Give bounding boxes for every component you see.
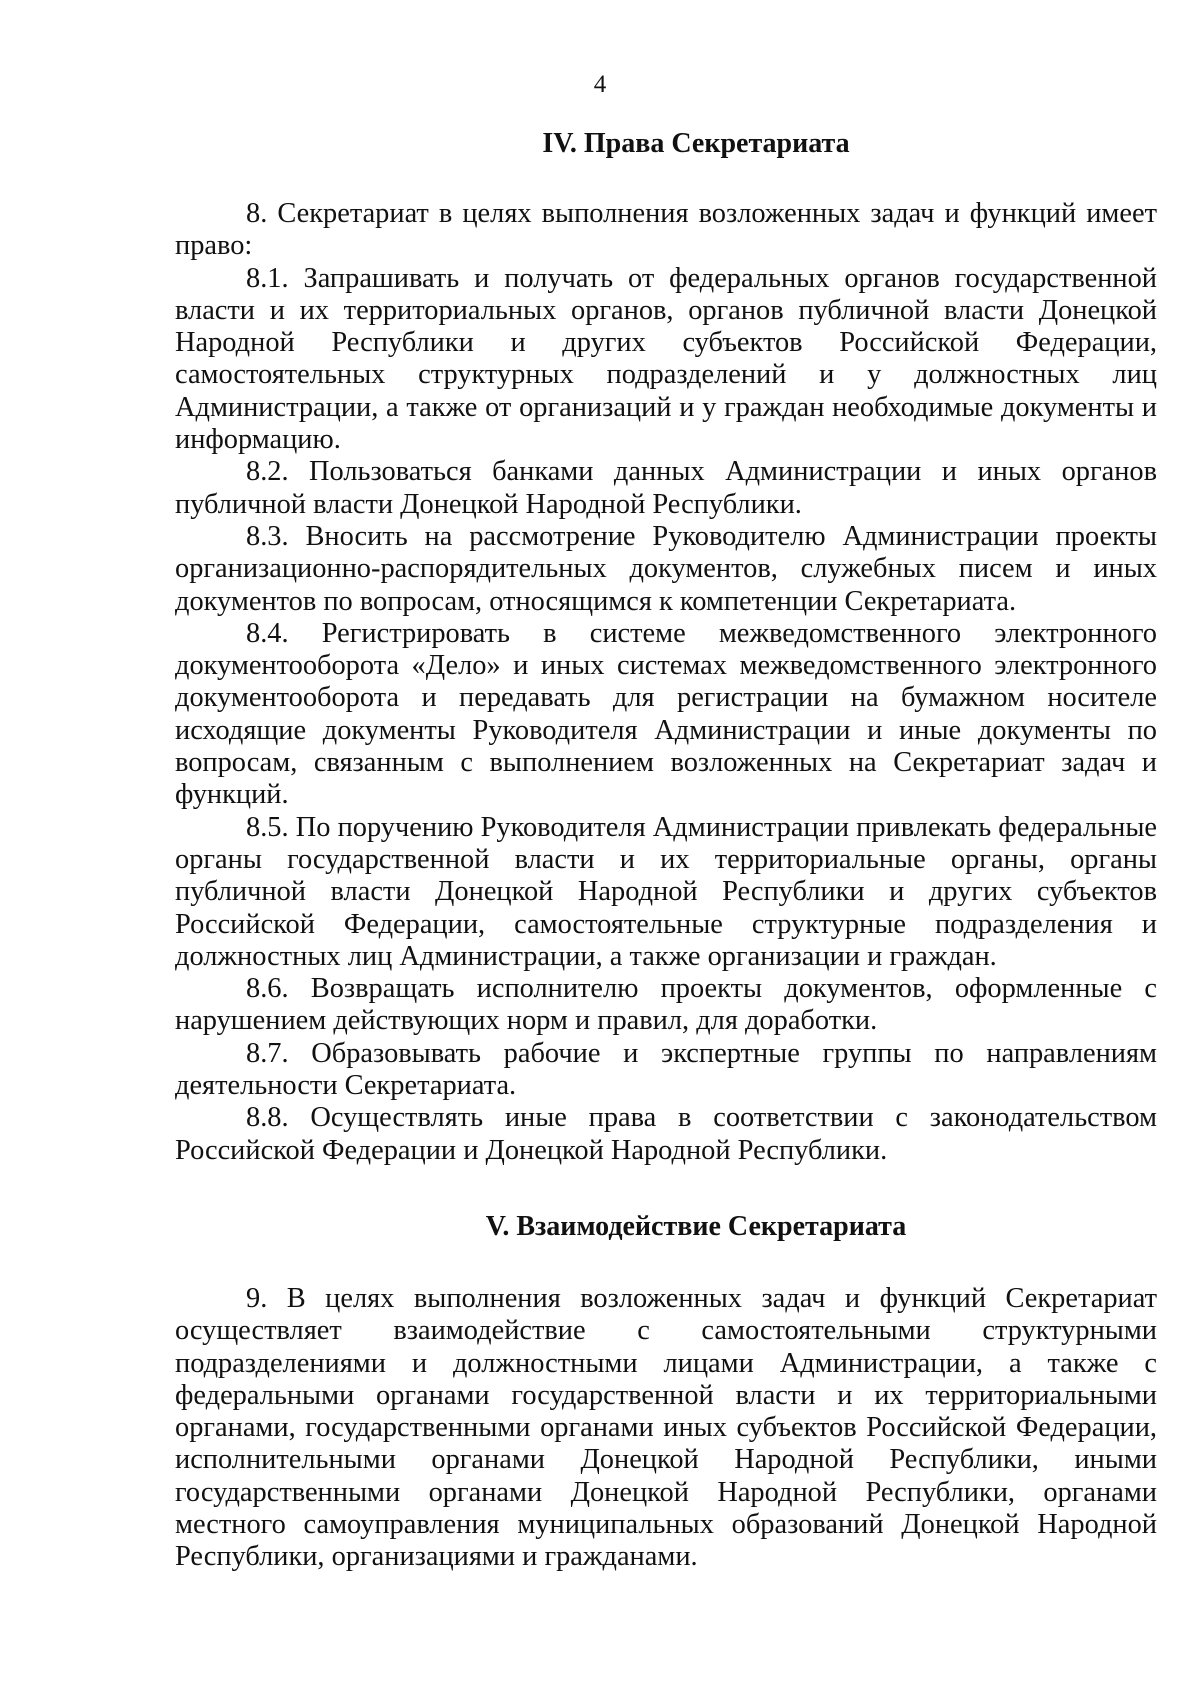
section-4-body <box>175 198 1157 1167</box>
section-4-heading: IV. Права Секретариата <box>542 128 850 159</box>
paragraph-8-3: 8.3. Вносить на рассмотрение Руководителю Администрации проекты организационно-распорядительных документов, служебных писем и иных документов по вопросам, относящимся к компетенции Секретариата. <box>175 520 1157 617</box>
paragraph-8: 8. Секретариат в целях выполнения возложенных задач и функций имеет право: <box>175 198 1157 262</box>
section-5-heading: V. Взаимодействие Секретариата <box>485 1210 907 1242</box>
paragraph-8-5: 8.5. По поручению Руководителя Администрации привлекать федеральные органы государственной власти и их территориальные органы, органы публичной власти Донецкой Народной Республики и других субъектов Российской Федерации, самостоятельные структурные подразделения и должностных лиц Администрации, а также организации и граждан. <box>175 811 1157 972</box>
paragraph-8-4: 8.4. Регистрировать в системе межведомственного электронного документооборота «Дело» и иных системах межведомственного электронного документооборота и передавать для регистрации на бумажном носителе исходящие документы Руководителя Администрации и иные документы по вопросам, связанным с выполнением возложенных на Секретариат задач и функций. <box>175 617 1157 811</box>
paragraph-9: 9. В целях выполнения возложенных задач и функций Секретариат осуществляет взаимодействие с самостоятельными структурными подразделениями и должностными лицами Администрации, а также с федеральными органами государственной власти и их территориальными органами, государственными органами иных субъектов Российской Федерации, исполнительными органами Донецкой Народной Республики, иными государственными органами Донецкой Народной Республики, органами местного самоуправления муниципальных образований Донецкой Народной Республики, организациями и гражданами. <box>175 1282 1157 1573</box>
page-number: 4 <box>593 71 607 98</box>
paragraph-8-6: 8.6. Возвращать исполнителю проекты документов, оформленные с нарушением действующих норм и правил, для доработки. <box>175 973 1157 1037</box>
paragraph-8-8: 8.8. Осуществлять иные права в соответствии с законодательством Российской Федерации и Донецкой Народной Республики. <box>175 1102 1157 1166</box>
paragraph-8-7: 8.7. Образовывать рабочие и экспертные группы по направлениям деятельности Секретариата. <box>175 1037 1157 1102</box>
section-5-body <box>175 1283 1157 1574</box>
document-body <box>175 128 1157 1574</box>
paragraph-8-1: 8.1. Запрашивать и получать от федеральных органов государственной власти и их территориальных органов, органов публичной власти Донецкой Народной Республики и других субъектов Российской Федерации, самостоятельных структурных подразделений и у должностных лиц Администрации, а также от организаций и у граждан необходимые документы и информацию. <box>175 262 1157 456</box>
paragraph-8-2: 8.2. Пользоваться банками данных Администрации и иных органов публичной власти Донецкой Народной Республики. <box>175 456 1157 520</box>
